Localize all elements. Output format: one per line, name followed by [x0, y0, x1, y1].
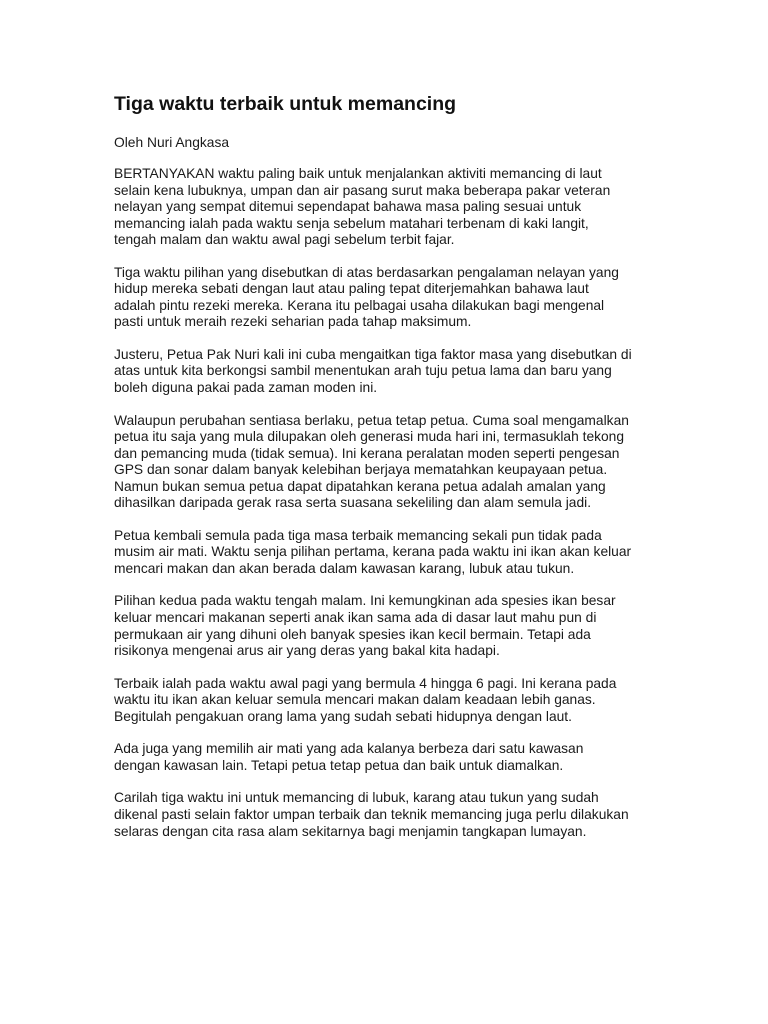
body-paragraph: [114, 676, 674, 726]
body-paragraph: [114, 593, 674, 659]
paragraph-line: risikonya mengenai arus air yang deras yang bakal kita hadapi.: [114, 643, 500, 659]
paragraph-line: dihasilkan daripada gerak rasa serta suasana sekeliling dan alam semula jadi.: [114, 495, 592, 511]
paragraph-line: boleh diguna pakai pada zaman moden ini.: [114, 380, 378, 396]
paragraph-line: Begitulah pengakuan orang lama yang sudah sebati hidupnya dengan laut.: [114, 708, 572, 724]
paragraph-line: selain kena lubuknya, umpan dan air pasang surut maka beberapa pakar veteran: [114, 182, 611, 198]
paragraph-line: Pilihan kedua pada waktu tengah malam. Ini kemungkinan ada spesies ikan besar: [114, 593, 616, 609]
paragraph-line: Namun bukan semua petua dapat dipatahkan kerana petua adalah amalan yang: [114, 478, 606, 494]
body-paragraph: [114, 741, 674, 774]
paragraph-line: GPS dan sonar dalam banyak kelebihan berjaya mematahkan keupayaan petua.: [114, 462, 608, 478]
paragraph-line: tengah malam dan waktu awal pagi sebelum terbit fajar.: [114, 232, 455, 248]
paragraph-line: nelayan yang sempat ditemui sependapat bahawa masa paling sesuai untuk: [114, 199, 582, 215]
body-paragraph: [114, 790, 674, 840]
paragraph-line: BERTANYAKAN waktu paling baik untuk menjalankan aktiviti memancing di laut: [114, 166, 602, 181]
paragraph-line: permukaan air yang dihuni oleh banyak spesies ikan kecil bermain. Tetapi ada: [114, 626, 591, 642]
paragraph-line: Ada juga yang memilih air mati yang ada kalanya berbeza dari satu kawasan: [114, 741, 584, 757]
paragraph-line: atas untuk kita berkongsi sambil menentukan arah tuju petua lama dan baru yang: [114, 363, 612, 379]
paragraph-line: adalah pintu rezeki mereka. Kerana itu pelbagai usaha dilakukan bagi mengenal: [114, 297, 605, 313]
paragraph-line: selaras dengan cita rasa alam sekitarnya bagi menjamin tangkapan lumayan.: [114, 823, 587, 839]
paragraph-line: memancing ialah pada waktu senja sebelum matahari terbenam di kaki langit,: [114, 215, 589, 231]
body-paragraph: [114, 265, 674, 331]
paragraph-line: Justeru, Petua Pak Nuri kali ini cuba mengaitkan tiga faktor masa yang disebutkan di: [114, 346, 632, 362]
body-paragraph: [114, 166, 674, 249]
paragraph-line: mencari makan dan akan berada dalam kawasan karang, lubuk atau tukun.: [114, 560, 575, 576]
paragraph-line: Walaupun perubahan sentiasa berlaku, petua tetap petua. Cuma soal mengamalkan: [114, 412, 629, 428]
paragraph-line: dengan kawasan lain. Tetapi petua tetap petua dan baik untuk diamalkan.: [114, 757, 564, 773]
paragraph-line: pasti untuk meraih rezeki seharian pada tahap maksimum.: [114, 314, 472, 330]
paragraph-line: keluar mencari makanan seperti anak ikan sama ada di dasar laut mahu pun di: [114, 610, 597, 626]
paragraph-line: Petua kembali semula pada tiga masa terbaik memancing sekali pun tidak pada: [114, 527, 602, 543]
paragraph-line: petua itu saja yang mula dilupakan oleh generasi muda hari ini, termasuklah tekong: [114, 429, 625, 445]
document-byline: Oleh Nuri Angkasa: [114, 135, 230, 150]
document-body: [114, 166, 674, 840]
paragraph-line: hidup mereka sebati dengan laut atau paling tepat diterjemahkan bahawa laut: [114, 281, 589, 297]
paragraph-line: Terbaik ialah pada waktu awal pagi yang bermula 4 hingga 6 pagi. Ini kerana pada: [114, 675, 617, 691]
paragraph-line: Carilah tiga waktu ini untuk memancing di lubuk, karang atau tukun yang sudah: [114, 790, 599, 806]
body-paragraph: [114, 347, 674, 397]
paragraph-line: Tiga waktu pilihan yang disebutkan di atas berdasarkan pengalaman nelayan yang: [114, 264, 619, 280]
paragraph-line: waktu itu ikan akan keluar semula mencari makan dalam keadaan lebih ganas.: [114, 692, 596, 708]
body-paragraph: [114, 528, 674, 578]
body-paragraph: [114, 413, 674, 512]
paragraph-line: dikenal pasti selain faktor umpan terbaik dan teknik memancing juga perlu dilakukan: [114, 806, 629, 822]
document-page: [114, 92, 674, 856]
document-title: Tiga waktu terbaik untuk memancing: [114, 93, 457, 115]
paragraph-line: musim air mati. Waktu senja pilihan pertama, kerana pada waktu ini ikan akan keluar: [114, 544, 632, 560]
paragraph-line: dan pemancing muda (tidak semua). Ini kerana peralatan moden seperti pengesan: [114, 445, 620, 461]
